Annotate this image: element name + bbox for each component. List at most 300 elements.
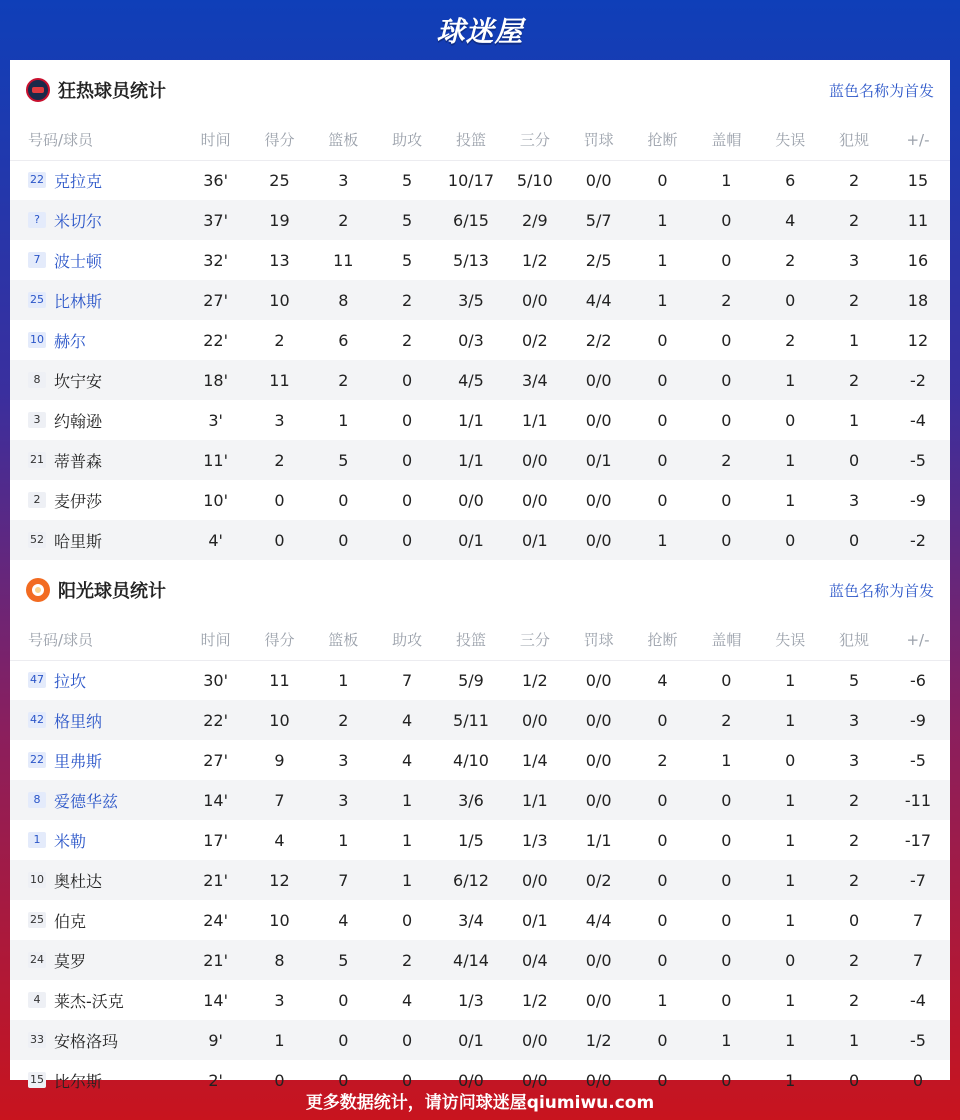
stat-cell: 0/3 xyxy=(458,330,484,350)
stat-cell: 0 xyxy=(721,410,732,430)
stat-cell: 0 xyxy=(402,410,413,430)
starter-note: 蓝色名称为首发 xyxy=(828,581,934,600)
stat-cell: 11' xyxy=(184,440,248,480)
stat-cell: 7 xyxy=(402,670,413,690)
stat-cell: 0 xyxy=(338,490,349,510)
stat-cell: 0/0 xyxy=(503,1020,567,1060)
table-row xyxy=(10,860,950,900)
stat-cell: 3/6 xyxy=(439,780,503,820)
stat-cell: 1/2 xyxy=(521,990,548,1010)
stat-cell: -17 xyxy=(904,830,932,850)
stat-cell: 3 xyxy=(848,750,860,770)
stat-cell: 1 xyxy=(338,410,349,430)
stat-cell: 11 xyxy=(886,200,950,240)
player-cell xyxy=(10,1020,184,1060)
stat-cell: 8 xyxy=(248,940,312,980)
stat-cell: -6 xyxy=(910,670,926,690)
player-name[interactable]: 莫罗 xyxy=(54,951,87,971)
stat-cell: 6 xyxy=(785,170,796,190)
column-header: 失误 xyxy=(758,120,822,160)
stat-cell: 1 xyxy=(785,490,796,510)
table-row xyxy=(10,200,950,240)
player-cell xyxy=(10,400,184,440)
stat-cell: 0 xyxy=(694,780,758,820)
stat-cell: 1/2 xyxy=(521,670,548,690)
stat-cell: -9 xyxy=(910,490,926,510)
stat-cell: 7 xyxy=(912,910,924,930)
player-name[interactable]: 格里纳 xyxy=(54,711,103,731)
player-cell xyxy=(10,660,184,700)
table-row xyxy=(10,740,950,780)
stat-cell: 36' xyxy=(203,170,228,190)
player-name[interactable]: 波士顿 xyxy=(54,251,103,271)
stat-cell: 0 xyxy=(822,440,886,480)
stat-cell: 1 xyxy=(402,830,413,850)
stat-cell: 1 xyxy=(758,780,822,820)
stat-cell: 1 xyxy=(375,860,439,900)
table-row xyxy=(10,480,950,520)
stat-cell: 4 xyxy=(657,670,668,690)
stat-cell: 0 xyxy=(721,910,732,930)
stat-cell: 2 xyxy=(822,860,886,900)
player-name[interactable]: 坎宁安 xyxy=(54,371,103,391)
stat-cell: 0/0 xyxy=(521,1070,548,1090)
stat-cell: 5 xyxy=(848,670,860,690)
player-name[interactable]: 拉坎 xyxy=(54,671,87,691)
column-header: 得分 xyxy=(248,620,312,660)
stat-cell: 0 xyxy=(758,520,822,560)
stat-cell: 19 xyxy=(248,200,312,240)
stat-cell: 0/0 xyxy=(503,700,567,740)
stat-cell: 0/0 xyxy=(503,860,567,900)
stat-cell: 0/0 xyxy=(567,360,631,400)
column-header: 犯规 xyxy=(822,120,886,160)
player-cell xyxy=(10,820,184,860)
player-cell xyxy=(10,980,184,1020)
stat-cell: 3 xyxy=(848,490,860,510)
jersey-number-badge: 24 xyxy=(30,953,44,966)
sun-logo-icon xyxy=(26,578,50,602)
stat-cell: 1 xyxy=(785,830,796,850)
stat-cell: 27' xyxy=(203,750,228,770)
stat-cell: 0 xyxy=(785,410,796,430)
table-row xyxy=(10,280,950,320)
stat-cell: 0 xyxy=(694,360,758,400)
column-header: 抢断 xyxy=(631,120,695,160)
stat-cell: 0 xyxy=(785,750,796,770)
player-name[interactable]: 安格洛玛 xyxy=(54,1031,119,1051)
stat-cell: 0 xyxy=(657,490,668,510)
table-row xyxy=(10,940,950,980)
stat-cell: 9 xyxy=(274,750,285,770)
stat-cell: 0/2 xyxy=(521,330,548,350)
stat-cell: 0 xyxy=(721,330,732,350)
stat-cell: 1/2 xyxy=(521,250,548,270)
stat-cell: 0/0 xyxy=(503,440,567,480)
stat-cell: 1 xyxy=(758,700,822,740)
stat-cell: 11 xyxy=(248,360,312,400)
player-cell xyxy=(10,320,184,360)
column-header: 篮板 xyxy=(311,620,375,660)
stat-cell: 37' xyxy=(184,200,248,240)
stat-cell: 0 xyxy=(338,1070,349,1090)
stat-cell: 4/5 xyxy=(439,360,503,400)
stat-cell: 0 xyxy=(694,520,758,560)
stat-cell: 1/1 xyxy=(503,780,567,820)
player-name[interactable]: 麦伊莎 xyxy=(54,491,103,511)
stat-cell: 4 xyxy=(375,700,439,740)
stat-cell: 2' xyxy=(208,1070,223,1090)
stat-cell: 4/14 xyxy=(439,940,503,980)
stat-cell: 4/4 xyxy=(585,910,612,930)
stat-cell: 5/10 xyxy=(516,170,553,190)
stat-cell: 0 xyxy=(631,700,695,740)
player-name[interactable]: 蒂普森 xyxy=(54,451,103,471)
stat-cell: 0/1 xyxy=(521,910,548,930)
stat-cell: 0/1 xyxy=(439,1020,503,1060)
stat-cell: 5 xyxy=(311,440,375,480)
column-header: 盖帽 xyxy=(694,620,758,660)
stat-cell: 2 xyxy=(694,280,758,320)
stat-cell: 1 xyxy=(657,250,668,270)
table-row xyxy=(10,160,950,200)
stat-cell: 2 xyxy=(822,360,886,400)
stats-table-sun xyxy=(10,620,950,1100)
column-header: 三分 xyxy=(503,120,567,160)
stat-cell: 1/3 xyxy=(521,830,548,850)
table-row xyxy=(10,240,950,280)
stat-cell: 2 xyxy=(402,330,413,350)
stat-cell: 10' xyxy=(203,490,228,510)
stat-cell: 1/5 xyxy=(458,830,484,850)
jersey-number-badge: 1 xyxy=(28,832,46,848)
table-row xyxy=(10,400,950,440)
stat-cell: 11 xyxy=(269,670,290,690)
fever-logo-icon xyxy=(26,78,50,102)
column-header: 助攻 xyxy=(375,620,439,660)
stat-cell: 1 xyxy=(785,910,796,930)
stat-cell: 5/13 xyxy=(453,250,489,270)
column-header: 盖帽 xyxy=(694,120,758,160)
player-cell xyxy=(10,200,184,240)
jersey-number-badge: 22 xyxy=(30,173,44,187)
team-section-header-fever xyxy=(10,60,950,120)
player-cell xyxy=(10,740,184,780)
player-name[interactable]: 里弗斯 xyxy=(54,751,103,771)
stat-cell: 3 xyxy=(311,780,375,820)
stat-cell: 3 xyxy=(274,990,285,1010)
stat-cell: 0 xyxy=(822,520,886,560)
player-cell xyxy=(10,940,184,980)
column-header: 助攻 xyxy=(375,120,439,160)
stat-cell: 0/0 xyxy=(585,990,612,1010)
stat-cell: 16 xyxy=(907,250,929,270)
stat-cell: -5 xyxy=(910,750,926,770)
stat-cell: 1/1 xyxy=(585,830,612,850)
stat-cell: 0/0 xyxy=(458,490,484,510)
stat-cell: 1 xyxy=(657,990,668,1010)
jersey-number-badge: 15 xyxy=(30,1073,44,1086)
stat-cell: 2 xyxy=(848,830,860,850)
stat-cell: 0/1 xyxy=(439,520,503,560)
stat-cell: 1/3 xyxy=(458,990,484,1010)
jersey-number-badge: ? xyxy=(28,212,46,228)
stat-cell: 0/0 xyxy=(585,490,612,510)
stat-cell: 0 xyxy=(721,250,732,270)
stat-cell: 0 xyxy=(631,780,695,820)
stat-cell: 1 xyxy=(338,830,349,850)
stat-cell: 0/2 xyxy=(567,860,631,900)
stat-cell: -9 xyxy=(886,700,950,740)
column-header: 得分 xyxy=(248,120,312,160)
stat-cell: 0/0 xyxy=(567,520,631,560)
column-header: 投篮 xyxy=(439,620,503,660)
stat-cell: 3 xyxy=(274,410,285,430)
player-name[interactable]: 米勒 xyxy=(54,831,87,851)
table-row xyxy=(10,900,950,940)
stat-cell: 3/4 xyxy=(458,910,484,930)
stat-cell: 6/12 xyxy=(439,860,503,900)
stat-cell: 1 xyxy=(848,410,860,430)
stat-cell: 1 xyxy=(758,440,822,480)
stat-cell: 3/5 xyxy=(439,280,503,320)
stat-cell: 1/1 xyxy=(521,410,548,430)
stat-cell: -2 xyxy=(886,360,950,400)
stat-cell: 24' xyxy=(203,910,228,930)
column-header: +/- xyxy=(886,120,950,160)
stat-cell: -2 xyxy=(886,520,950,560)
player-name[interactable]: 哈里斯 xyxy=(54,531,103,551)
stat-cell: 0 xyxy=(848,910,860,930)
stat-cell: 12 xyxy=(907,330,929,350)
stat-cell: 0 xyxy=(694,200,758,240)
stat-cell: 7 xyxy=(248,780,312,820)
stats-panel xyxy=(10,60,950,1091)
player-name[interactable]: 奥杜达 xyxy=(54,871,103,891)
stat-cell: 0 xyxy=(758,280,822,320)
stat-cell: 3 xyxy=(848,250,860,270)
stat-cell: 10 xyxy=(248,700,312,740)
player-name[interactable]: 爱德华兹 xyxy=(54,791,119,811)
stat-cell: 1 xyxy=(721,170,732,190)
stat-cell: 1 xyxy=(375,780,439,820)
stat-cell: 7 xyxy=(886,940,950,980)
table-header-row xyxy=(10,120,950,160)
player-name[interactable]: 赫尔 xyxy=(54,331,87,351)
player-name[interactable]: 莱杰-沃克 xyxy=(54,991,124,1011)
table-row xyxy=(10,780,950,820)
stat-cell: 0 xyxy=(694,940,758,980)
column-header: 犯规 xyxy=(822,620,886,660)
stat-cell: 8 xyxy=(311,280,375,320)
stat-cell: 0/1 xyxy=(503,520,567,560)
stat-cell: 1 xyxy=(822,1020,886,1060)
jersey-number-badge: 25 xyxy=(30,913,44,926)
stat-cell: 5 xyxy=(402,250,413,270)
stat-cell: 4 xyxy=(402,750,413,770)
stat-cell: 12 xyxy=(248,860,312,900)
stat-cell: 18' xyxy=(184,360,248,400)
stat-cell: 0 xyxy=(657,330,668,350)
player-name[interactable]: 伯克 xyxy=(54,911,87,931)
jersey-number-badge: 2 xyxy=(28,492,46,508)
table-row xyxy=(10,320,950,360)
stat-cell: 0/0 xyxy=(521,490,548,510)
stat-cell: 0 xyxy=(631,940,695,980)
stat-cell: 1 xyxy=(785,990,796,1010)
stat-cell: 0 xyxy=(311,1020,375,1060)
jersey-number-badge: 7 xyxy=(28,252,46,268)
jersey-number-badge: 8 xyxy=(28,792,46,808)
stat-cell: 0/0 xyxy=(585,670,612,690)
stat-cell: 22' xyxy=(184,700,248,740)
stat-cell: 1 xyxy=(758,1020,822,1060)
jersey-number-badge: 52 xyxy=(30,533,44,546)
player-cell xyxy=(10,860,184,900)
table-row xyxy=(10,660,950,700)
stat-cell: 0 xyxy=(631,440,695,480)
stat-cell: 0/4 xyxy=(503,940,567,980)
stat-cell: 0/0 xyxy=(567,780,631,820)
stat-cell: 0 xyxy=(248,520,312,560)
stat-cell: 0 xyxy=(721,490,732,510)
stat-cell: 10 xyxy=(248,280,312,320)
stat-cell: 1/1 xyxy=(439,440,503,480)
stat-cell: 17' xyxy=(203,830,228,850)
jersey-number-badge: 10 xyxy=(30,873,44,886)
table-row xyxy=(10,980,950,1020)
stat-cell: 0 xyxy=(721,990,732,1010)
stat-cell: -4 xyxy=(910,410,926,430)
column-header-player: 号码/球员 xyxy=(10,120,184,160)
stat-cell: 0 xyxy=(375,440,439,480)
stat-cell: 0 xyxy=(375,360,439,400)
stat-cell: 0 xyxy=(758,940,822,980)
stat-cell: 9' xyxy=(184,1020,248,1060)
stat-cell: 0 xyxy=(631,360,695,400)
jersey-number-badge: 8 xyxy=(28,372,46,388)
stat-cell: 0/0 xyxy=(567,700,631,740)
stat-cell: 3 xyxy=(338,750,349,770)
jersey-number-badge: 10 xyxy=(30,333,44,346)
player-name[interactable]: 米切尔 xyxy=(54,211,103,231)
player-cell xyxy=(10,700,184,740)
stat-cell: 22' xyxy=(203,330,228,350)
jersey-number-badge: 33 xyxy=(30,1033,44,1046)
column-header: 罚球 xyxy=(567,120,631,160)
stat-cell: 0 xyxy=(694,860,758,900)
stat-cell: 14' xyxy=(184,780,248,820)
stat-cell: 1 xyxy=(248,1020,312,1060)
player-cell xyxy=(10,480,184,520)
stat-cell: 0 xyxy=(338,990,349,1010)
stat-cell: 1 xyxy=(721,750,732,770)
stat-cell: 1/1 xyxy=(458,410,484,430)
stat-cell: 1 xyxy=(758,860,822,900)
stat-cell: 2/9 xyxy=(503,200,567,240)
stat-cell: 2 xyxy=(785,330,796,350)
player-cell xyxy=(10,900,184,940)
stat-cell: 4 xyxy=(758,200,822,240)
stat-cell: 5/9 xyxy=(458,670,484,690)
player-name[interactable]: 比尔斯 xyxy=(54,1071,103,1091)
stat-cell: -5 xyxy=(886,1020,950,1060)
stat-cell: 0/0 xyxy=(458,1070,484,1090)
jersey-number-badge: 25 xyxy=(30,293,44,306)
stat-cell: 2 xyxy=(657,750,668,770)
stat-cell: 1 xyxy=(785,670,796,690)
stat-cell: -4 xyxy=(910,990,926,1010)
stat-cell: 0/0 xyxy=(585,750,612,770)
table-row xyxy=(10,520,950,560)
stat-cell: -5 xyxy=(886,440,950,480)
stat-cell: 0 xyxy=(274,490,285,510)
stat-cell: 10 xyxy=(269,910,290,930)
stat-cell: 1 xyxy=(631,200,695,240)
stat-cell: 2 xyxy=(694,440,758,480)
stat-cell: 1 xyxy=(758,360,822,400)
section-title: 阳光球员统计 xyxy=(58,581,166,602)
stat-cell: 1 xyxy=(694,1020,758,1060)
column-header: +/- xyxy=(886,620,950,660)
stat-cell: 1 xyxy=(848,330,860,350)
column-header: 时间 xyxy=(184,620,248,660)
jersey-number-badge: 22 xyxy=(30,753,44,766)
stat-cell: 3 xyxy=(338,170,349,190)
stat-cell: 2 xyxy=(311,360,375,400)
stat-cell: 2/5 xyxy=(585,250,612,270)
player-name[interactable]: 比林斯 xyxy=(54,291,103,311)
stat-cell: 10/17 xyxy=(447,170,495,190)
stat-cell: 4' xyxy=(184,520,248,560)
stat-cell: 2 xyxy=(785,250,796,270)
player-name[interactable]: 克拉克 xyxy=(54,171,103,191)
stat-cell: 32' xyxy=(203,250,228,270)
stat-cell: 1 xyxy=(631,520,695,560)
stat-cell: 3' xyxy=(208,410,223,430)
stat-cell: 15 xyxy=(907,170,929,190)
jersey-number-badge: 47 xyxy=(30,673,44,687)
stat-cell: 5 xyxy=(311,940,375,980)
stat-cell: 0 xyxy=(657,910,668,930)
column-header: 抢断 xyxy=(631,620,695,660)
stat-cell: 2 xyxy=(694,700,758,740)
stat-cell: -7 xyxy=(886,860,950,900)
stat-cell: 27' xyxy=(184,280,248,320)
stat-cell: 0 xyxy=(402,910,413,930)
stat-cell: 2 xyxy=(848,990,860,1010)
player-name[interactable]: 约翰逊 xyxy=(54,411,103,431)
stat-cell: 0/0 xyxy=(585,410,612,430)
stat-cell: 0/0 xyxy=(503,280,567,320)
stat-cell: 1/4 xyxy=(521,750,548,770)
stat-cell: 0 xyxy=(721,830,732,850)
column-header: 失误 xyxy=(758,620,822,660)
stat-cell: 2 xyxy=(375,280,439,320)
stats-table-fever xyxy=(10,120,950,560)
jersey-number-badge: 42 xyxy=(30,713,44,726)
brand-logo: 球迷屋 xyxy=(436,15,524,48)
stat-cell: 5/7 xyxy=(567,200,631,240)
stat-cell: 2/2 xyxy=(585,330,612,350)
stat-cell: 6 xyxy=(338,330,349,350)
column-header-player: 号码/球员 xyxy=(10,620,184,660)
stat-cell: 2 xyxy=(822,940,886,980)
stat-cell: 0 xyxy=(631,860,695,900)
column-header: 三分 xyxy=(503,620,567,660)
stat-cell: 0 xyxy=(274,1070,285,1090)
footer-link[interactable]: 更多数据统计，请访问球迷屋qiumiwu.com xyxy=(305,1092,655,1113)
